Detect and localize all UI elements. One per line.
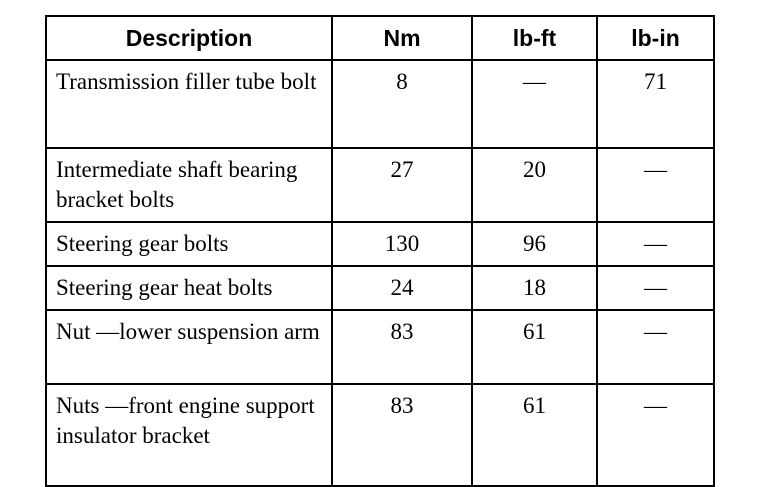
cell-lbin: 71 <box>597 60 714 148</box>
cell-lbin: — <box>597 266 714 310</box>
cell-lbin: — <box>597 310 714 384</box>
cell-description: Intermediate shaft bearing bracket bolts <box>46 148 332 222</box>
table-row <box>46 222 714 266</box>
table-header-row <box>46 16 714 60</box>
cell-lbft: 18 <box>472 266 597 310</box>
cell-description: Steering gear heat bolts <box>46 266 332 310</box>
cell-description: Nut —lower suspension arm <box>46 310 332 384</box>
table-row <box>46 310 714 384</box>
cell-description: Transmission filler tube bolt <box>46 60 332 148</box>
cell-lbft: 61 <box>472 310 597 384</box>
header-description: Description <box>46 16 332 60</box>
table-row <box>46 60 714 148</box>
cell-nm: 83 <box>332 310 472 384</box>
cell-nm: 27 <box>332 148 472 222</box>
cell-nm: 24 <box>332 266 472 310</box>
header-nm: Nm <box>332 16 472 60</box>
torque-spec-table <box>45 15 715 487</box>
cell-nm: 83 <box>332 384 472 486</box>
header-lbft: lb-ft <box>472 16 597 60</box>
cell-nm: 130 <box>332 222 472 266</box>
cell-description: Steering gear bolts <box>46 222 332 266</box>
cell-lbin: — <box>597 384 714 486</box>
cell-description: Nuts —front engine support insulator bracket <box>46 384 332 486</box>
table-row <box>46 266 714 310</box>
header-lbin: lb-in <box>597 16 714 60</box>
cell-lbft: 96 <box>472 222 597 266</box>
cell-lbft: 61 <box>472 384 597 486</box>
cell-lbft: 20 <box>472 148 597 222</box>
table-row <box>46 384 714 486</box>
cell-lbin: — <box>597 222 714 266</box>
cell-lbin: — <box>597 148 714 222</box>
cell-nm: 8 <box>332 60 472 148</box>
table-row <box>46 148 714 222</box>
cell-lbft: — <box>472 60 597 148</box>
